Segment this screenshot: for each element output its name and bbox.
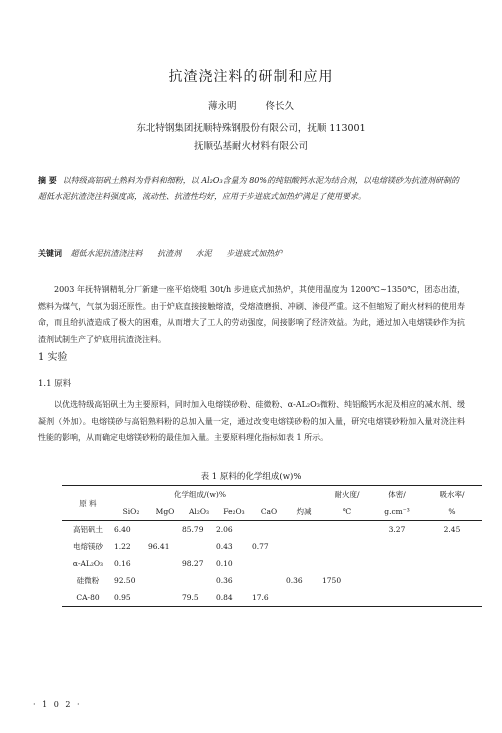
table-caption: 表 1 原料的化学组成(w)% xyxy=(200,472,302,482)
table-absorption-header: 吸水率/ xyxy=(439,490,465,499)
table-cell: 98.27 xyxy=(182,559,204,568)
table-cell xyxy=(286,538,322,555)
table-cell: 0.36 xyxy=(216,576,233,585)
table-row xyxy=(62,589,482,607)
table-absorption-unit: % xyxy=(448,507,456,516)
table-cell: 96.41 xyxy=(148,542,170,551)
table-row xyxy=(62,521,482,539)
table-cell: 85.79 xyxy=(182,525,204,534)
table-cell: 3.27 xyxy=(388,525,406,534)
table-cell xyxy=(182,538,216,555)
table-cell: 17.6 xyxy=(252,593,269,602)
table-row-header: 原 料 xyxy=(62,486,114,521)
table-cell xyxy=(372,572,422,589)
table-cell xyxy=(148,555,182,572)
keyword-item: 步进底式加热炉 xyxy=(226,249,283,258)
table-row xyxy=(62,572,482,589)
table-cell xyxy=(422,555,482,572)
table-cell xyxy=(322,589,372,607)
table-cell-name: α-AL₂O₃ xyxy=(72,559,104,568)
table-col-header: SiO₂ xyxy=(122,507,140,516)
table-cell xyxy=(322,555,372,572)
table-cell xyxy=(148,521,182,539)
materials-table xyxy=(62,485,482,607)
materials-paragraph: 以优选特级高铝矾土为主要原料，同时加入电熔镁砂粉、硅微粉、α-AL₂O₃微粉、纯铝酸钙水泥及相应的减水剂、缓凝剂（外加）。电熔镁砂与高铝熟料粉的总加入量一定，通过改变电熔镁砂粉的加入量，研究电熔镁砂粉加入量对浇注料性能的影响，从而确定电熔镁砂粉的最佳加入量。主要原料理化指标如表 1 所示。 xyxy=(38,400,465,442)
table-cell xyxy=(372,589,422,607)
intro-paragraph: 2003 年抚特钢精轧分厂新建一座平焰烧咀 30t/h 步进底式加热炉，其使用温度为 1200℃~1350℃，团态出渣，燃料为煤气，气氛为弱还原性。由于炉底直接接触熔渣，受熔渣磨损、冲刷、渗侵严重。这不但缩短了耐火材料的使用寿命，而且给扒渣造成了极大的困难，从而增大了工人的劳动强度，间接影响了经济效益。为此，通过加入电熔镁砂作为抗渣剂试制生产了炉底用抗渣浇注料。 xyxy=(38,285,465,344)
table-col-header: 灼减 xyxy=(296,507,312,516)
keywords xyxy=(38,248,468,259)
table-cell: 2.45 xyxy=(443,525,461,534)
table-row xyxy=(62,538,482,555)
keywords-label: 关键词 xyxy=(38,248,62,258)
table-cell: 0.36 xyxy=(286,576,303,585)
page-number: · 1 0 2 · xyxy=(33,700,82,709)
table-row xyxy=(62,555,482,572)
table-cell xyxy=(148,589,182,607)
table-cell: 2.06 xyxy=(216,525,233,534)
author-2: 佟长久 xyxy=(265,101,295,112)
table-density-header: 体密/ xyxy=(388,490,406,499)
table-cell: 0.16 xyxy=(114,559,131,568)
table-cell-name: 高铝矾土 xyxy=(73,525,103,534)
table-col-header: CaO xyxy=(260,507,278,516)
table-cell xyxy=(148,572,182,589)
affiliation-2: 抚顺弘基耐火材料有限公司 xyxy=(193,141,308,152)
table-cell xyxy=(372,555,422,572)
table-cell: 92.50 xyxy=(114,576,136,585)
abstract-text: 以特级高铝矾土熟料为骨料和细粉，以 Al₂O₃含量为 80%的纯铝酸钙水泥为结合剂，以电熔镁砂为抗渣剂研制的超低水泥抗渣浇注料强度高，流动性、抗渣性均好，应用于步进底式加热炉满足了使用要求。 xyxy=(38,176,459,201)
table-cell xyxy=(286,555,322,572)
table-cell: 0.84 xyxy=(216,593,233,602)
table-cell xyxy=(286,589,322,607)
table-cell: 1750 xyxy=(322,576,342,585)
keyword-item: 抗渣剂 xyxy=(157,249,182,258)
table-cell xyxy=(182,572,216,589)
table-col-header: Al₂O₃ xyxy=(189,507,209,516)
author-1: 薄永明 xyxy=(207,101,237,112)
table-cell xyxy=(322,538,372,555)
subsection-heading: 1.1 原料 xyxy=(38,379,72,389)
table-density-unit: g.cm⁻³ xyxy=(384,507,410,516)
table-cell xyxy=(252,521,286,539)
table-col-header: MgO xyxy=(155,507,175,516)
table-cell-name: 硅微粉 xyxy=(76,576,100,585)
table-cell: 1.22 xyxy=(114,542,131,551)
table-cell: 0.95 xyxy=(114,593,131,602)
keyword-item: 超低水泥抗渣浇注料 xyxy=(70,249,143,258)
table-cell-name: CA-80 xyxy=(76,593,100,602)
keyword-item: 水泥 xyxy=(195,249,212,258)
table-cell xyxy=(252,555,286,572)
table-cell: 79.5 xyxy=(182,593,199,602)
table-cell: 6.40 xyxy=(114,525,131,534)
table-col-header: Fe₂O₃ xyxy=(223,507,245,516)
table-cell xyxy=(322,521,372,539)
affiliation-1: 东北特钢集团抚顺特殊钢股份有限公司，抚顺 113001 xyxy=(136,123,366,134)
table-cell-name: 电熔镁砂 xyxy=(73,542,103,551)
table-cell: 0.43 xyxy=(216,542,233,551)
table-cell xyxy=(422,572,482,589)
abstract xyxy=(38,172,462,205)
table-refractoriness-header: 耐火度/ xyxy=(334,490,360,499)
table-cell: 0.77 xyxy=(252,542,269,551)
paper-title: 抗渣浇注料的研制和应用 xyxy=(168,69,334,85)
table-cell xyxy=(372,538,422,555)
table-cell xyxy=(286,521,322,539)
table-cell xyxy=(252,572,286,589)
section-heading: 1 实验 xyxy=(38,352,68,363)
table-refractoriness-unit: ℃ xyxy=(342,507,352,516)
table-cell xyxy=(422,589,482,607)
abstract-label: 摘 要 xyxy=(38,175,57,185)
authors-line xyxy=(0,98,502,112)
table-group-header: 化学组成/(w)% xyxy=(174,490,226,499)
table-cell xyxy=(422,538,482,555)
table-cell: 0.10 xyxy=(216,559,233,568)
